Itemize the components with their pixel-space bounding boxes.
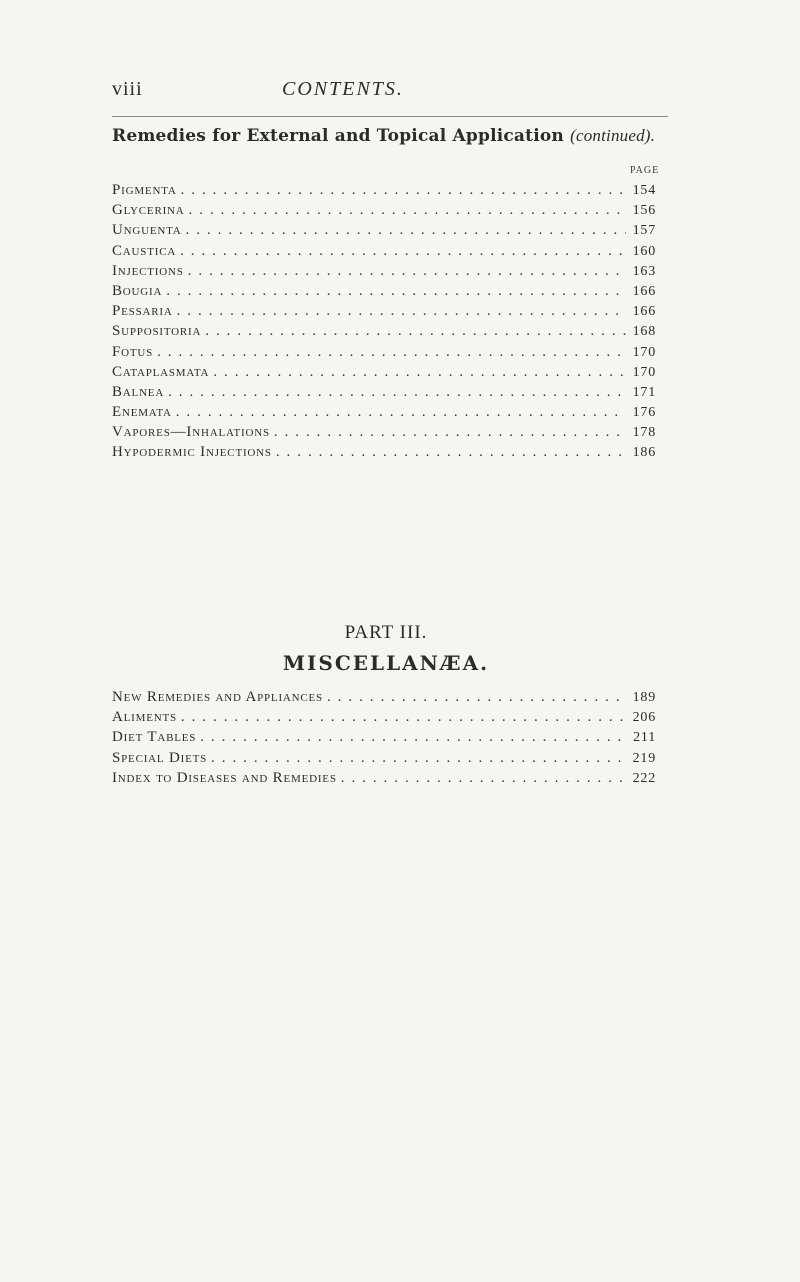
page-column-label: PAGE	[630, 165, 660, 176]
dot-leader	[180, 243, 626, 260]
entry-page: 178	[632, 425, 656, 441]
dot-leader	[177, 303, 626, 320]
entry-page: 186	[632, 445, 656, 461]
running-head: CONTENTS.	[282, 78, 404, 100]
entry-title: Index to Diseases and Remedies	[112, 769, 337, 786]
contents-entry	[112, 444, 656, 464]
entry-title: Injections	[112, 262, 184, 279]
contents-entry	[112, 303, 656, 323]
contents-entry	[112, 323, 656, 343]
contents-entry	[112, 729, 656, 749]
dot-leader	[181, 709, 626, 726]
contents-entry	[112, 344, 656, 364]
part-heading	[0, 622, 800, 644]
entry-title: Enemata	[112, 404, 172, 421]
section-title-text: Remedies for External and Topical Application	[112, 126, 564, 146]
contents-entry	[112, 404, 656, 424]
contents-entry	[112, 263, 656, 283]
dot-leader	[188, 263, 626, 280]
entry-page: 154	[632, 183, 656, 198]
dot-leader	[341, 770, 626, 787]
entry-page: 156	[632, 203, 656, 219]
dot-leader	[157, 344, 626, 361]
header-rule	[112, 116, 668, 117]
contents-entry	[112, 222, 656, 242]
entry-title: Vapores—Inhalations	[112, 424, 270, 441]
entry-page: 222	[632, 770, 656, 786]
entry-title: Glycerina	[112, 202, 185, 219]
contents-list	[112, 182, 656, 465]
entry-page: 219	[632, 750, 656, 766]
contents-entry	[112, 243, 656, 263]
dot-leader	[200, 729, 626, 746]
section-title	[112, 126, 655, 146]
entry-page: 166	[632, 283, 656, 299]
part-subheading	[0, 651, 800, 675]
contents-entry	[112, 384, 656, 404]
page-header	[112, 78, 668, 112]
entry-page: 157	[632, 223, 656, 239]
entry-page: 171	[632, 384, 656, 400]
entry-page: 189	[632, 690, 656, 705]
dot-leader	[181, 182, 626, 199]
dot-leader	[176, 404, 626, 421]
entry-title: Hypodermic Injections	[112, 444, 272, 461]
contents-entry	[112, 424, 656, 444]
part-contents-list	[112, 689, 656, 790]
dot-leader	[274, 424, 626, 441]
entry-title: Caustica	[112, 242, 177, 259]
contents-entry	[112, 689, 656, 709]
page-number: viii	[112, 78, 143, 100]
contents-entry	[112, 364, 656, 384]
dot-leader	[168, 384, 626, 401]
contents-entry	[112, 283, 656, 303]
entry-page: 166	[632, 304, 656, 320]
entry-title: Suppositoria	[112, 323, 202, 340]
dot-leader	[186, 222, 626, 239]
entry-title: Balnea	[112, 383, 165, 400]
dot-leader	[327, 689, 626, 706]
entry-page: 206	[632, 710, 656, 726]
contents-entry	[112, 709, 656, 729]
contents-entry	[112, 770, 656, 790]
entry-page: 168	[632, 324, 656, 340]
entry-page: 160	[632, 243, 656, 259]
entry-page: 170	[632, 364, 656, 380]
entry-title: Diet Tables	[112, 729, 197, 746]
entry-title: Aliments	[112, 709, 177, 726]
dot-leader	[205, 323, 626, 340]
entry-title: Bougia	[112, 282, 163, 299]
entry-title: Special Diets	[112, 749, 208, 766]
dot-leader	[211, 750, 626, 767]
dot-leader	[166, 283, 626, 300]
contents-entry	[112, 202, 656, 222]
entry-title: Fotus	[112, 343, 154, 360]
contents-entry	[112, 750, 656, 770]
dot-leader	[213, 364, 626, 381]
dot-leader	[189, 202, 626, 219]
entry-page: 211	[633, 730, 656, 746]
entry-title: Pigmenta	[112, 182, 177, 198]
entry-title: Unguenta	[112, 222, 182, 239]
entry-title: New Remedies and Appliances	[112, 689, 323, 705]
entry-page: 163	[632, 263, 656, 279]
entry-title: Cataplasmata	[112, 363, 210, 380]
dot-leader	[276, 444, 626, 461]
entry-page: 170	[632, 344, 656, 360]
entry-page: 176	[632, 405, 656, 421]
part-subheading-text: MISCELLANÆA.	[282, 651, 490, 675]
section-continued-note: (continued).	[570, 126, 656, 145]
contents-entry	[112, 182, 656, 202]
part-heading-text: PART III.	[344, 622, 428, 643]
entry-title: Pessaria	[112, 303, 173, 320]
